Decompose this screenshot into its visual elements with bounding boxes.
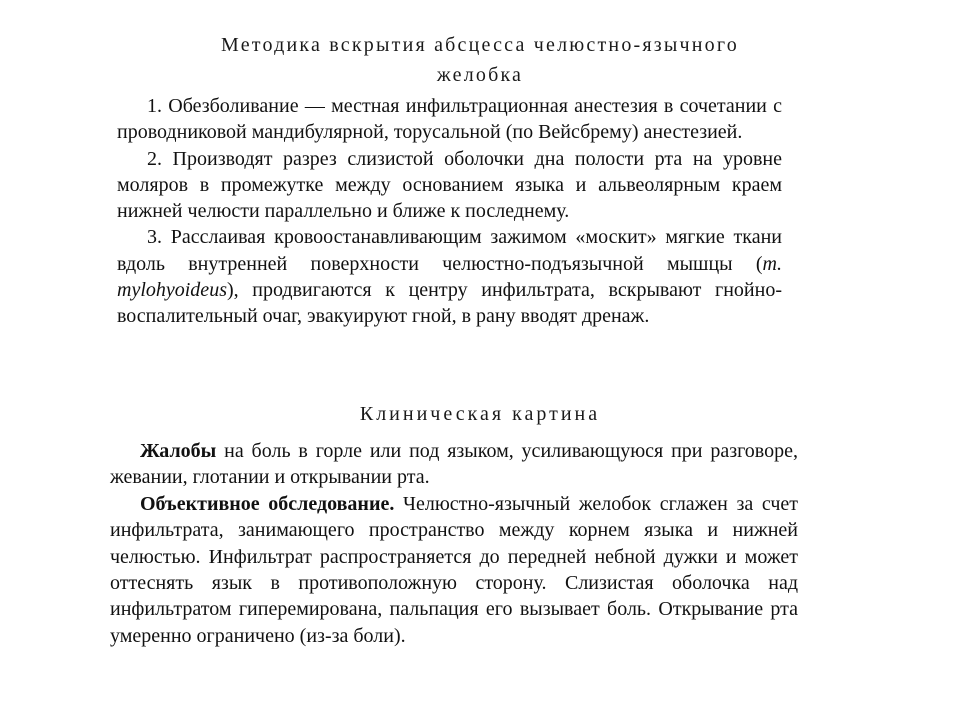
examination-text: Челюстно-язычный желобок сглажен за счет инфильтрата, занимающего пространство между корнем языка и нижней челюстью. Инфильтрат распространяется до передней небной дужки и может оттеснять язык в противоположную сторону. Слизистая оболочка над инфильтратом гиперемирована, пальпация его вызывает боль. Открывание рта умеренно ограничено (из-за боли).: [110, 492, 798, 647]
step-drainage-text-start: 3. Расслаивая кровоостанавливающим зажимом «москит» мягкие ткани вдоль внутренней поверхности челюстно-подъязычной мышцы (: [117, 226, 782, 275]
clinical-picture: [110, 438, 798, 649]
examination-label: Объективное обследование.: [140, 492, 395, 515]
step-drainage: [117, 224, 782, 329]
step-drainage-latin-term: m. mylohyoideus: [117, 252, 782, 302]
section-heading-method-line1: Методика вскрытия абсцесса челюстно-язычного: [221, 34, 739, 56]
examination-paragraph: [110, 491, 798, 649]
complaints-label: Жалобы: [140, 440, 217, 462]
method-steps: [117, 93, 782, 330]
section-heading-method: [140, 30, 820, 90]
section-heading-method-line2: желобка: [436, 64, 524, 86]
step-drainage-text-end: ), продвигаются к центру инфильтрата, вскрывают гнойно-воспалительный очаг, эвакуируют гной, в рану вводят дренаж.: [117, 279, 782, 328]
complaints-paragraph: [110, 438, 798, 491]
section-heading-clinical: Клиническая картина: [359, 403, 601, 425]
step-incision: 2. Производят разрез слизистой оболочки дна полости рта на уровне моляров в промежутке между основанием языка и альвеолярным краем нижней челюсти параллельно и ближе к последнему.: [117, 147, 782, 223]
complaints-text: на боль в горле или под языком, усиливающуюся при разговоре, жевании, глотании и открывании рта.: [110, 440, 798, 489]
step-anesthesia: 1. Обезболивание — местная инфильтрационная анестезия в сочетании с проводниковой мандибулярной, торусальной (по Вейсбрему) анестезией.: [117, 95, 782, 144]
